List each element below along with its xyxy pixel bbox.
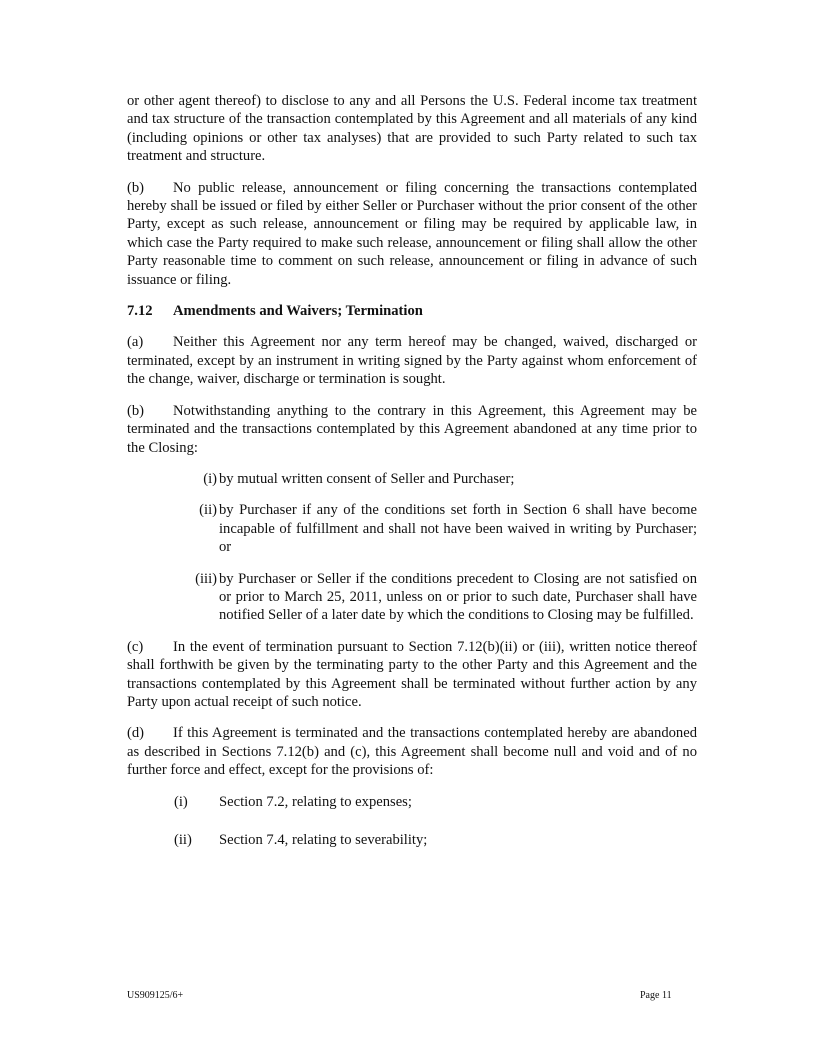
paragraph-b-public-release [127,179,697,289]
clause-text: If this Agreement is terminated and the transactions contemplated hereby are abandoned as described in Sections 7.12(b) and (c), this Agreement shall become null and void and of no further force and effect, except for the provisions of: [127,725,697,779]
clause-text: In the event of termination pursuant to Section 7.12(b)(ii) or (iii), written notice thereof shall forthwith be given by the terminating party to the other Party and this Agreement and the transactions contemplated by this Agreement shall be terminated without further action by any Party upon actual receipt of such notice. [127,638,697,710]
clause-label: (d) [127,725,145,742]
section-heading [127,302,697,320]
clause-b-item-ii [127,501,697,556]
clause-a [127,333,697,388]
item-marker: (ii) [199,502,217,519]
document-body [127,92,697,869]
section-title: Amendments and Waivers; Termination [173,303,423,320]
paragraph-label: (b) [127,179,145,196]
clause-b-item-i [127,470,697,488]
section-number: 7.12 [127,303,153,320]
clause-b-item-iii [127,570,697,625]
footer-page-number: Page 11 [640,990,672,1001]
item-marker: (i) [174,793,188,810]
item-text: by Purchaser or Seller if the conditions precedent to Closing are not satisfied on or prior to March 25, 2011, unless on or prior to such date, Purchaser shall have notified Seller of a later date by which the conditions to Closing may be fulfilled. [219,570,697,624]
item-marker: (ii) [174,832,192,848]
clause-text: Neither this Agreement nor any term hereof may be changed, waived, discharged or terminated, except by an instrument in writing signed by the Party against whom enforcement of the change, waiver, discharge or termination is sought. [127,334,697,388]
clause-d-item-ii [127,831,697,849]
clause-label: (a) [127,334,144,351]
item-text: by Purchaser if any of the conditions set forth in Section 6 shall have become incapable of fulfillment and shall not have been waived in writing by Purchaser; or [219,502,697,556]
clause-label: (c) [127,638,144,655]
clause-d [127,724,697,779]
item-text: by mutual written consent of Seller and Purchaser; [219,470,515,487]
clause-b [127,402,697,457]
item-marker: (i) [203,470,217,487]
footer-document-id: US909125/6+ [127,990,184,1001]
paragraph-text: No public release, announcement or filing concerning the transactions contemplated hereby shall be issued or filed by either Seller or Purchaser without the prior consent of the other Party, except as such release, announcement or filing may be required by applicable law, in which case the Party required to make such release, announcement or filing shall allow the other Party reasonable time to comment on such release, announcement or filing in advance of such issuance or filing. [127,179,697,288]
clause-d-item-i [127,793,697,811]
item-text: Section 7.4, relating to severability; [219,832,428,848]
clause-c [127,638,697,712]
clause-text: Notwithstanding anything to the contrary in this Agreement, this Agreement may be terminated and the transactions contemplated by this Agreement abandoned at any time prior to the Closing: [127,402,697,456]
item-marker: (iii) [195,570,217,587]
intro-paragraph: or other agent thereof) to disclose to any and all Persons the U.S. Federal income tax treatment and tax structure of the transaction contemplated by this Agreement and all materials of any kind (including opinions or other tax analyses) that are provided to such Party related to such tax treatment and structure. [127,93,697,165]
clause-label: (b) [127,402,145,419]
item-text: Section 7.2, relating to expenses; [219,793,412,810]
